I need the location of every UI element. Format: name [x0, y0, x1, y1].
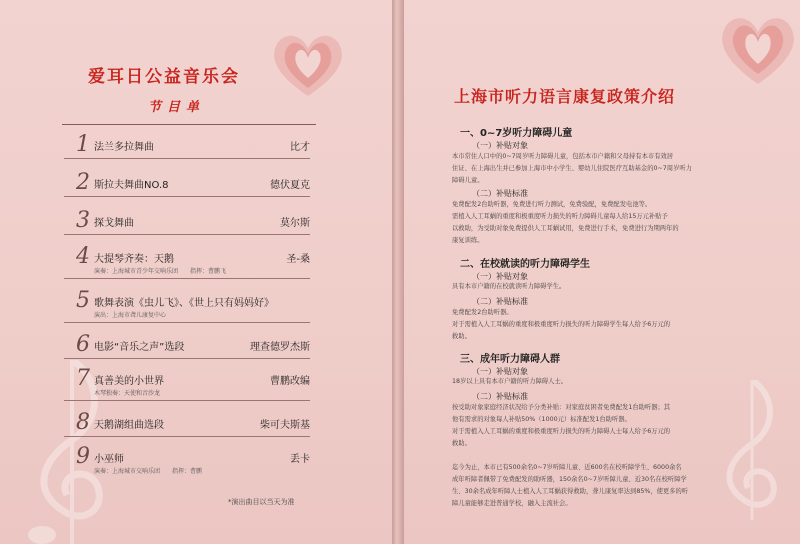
sub-heading: （二）补贴标准	[472, 297, 528, 306]
program-item	[76, 210, 310, 248]
program-number: 4	[76, 244, 90, 269]
paragraph	[452, 402, 778, 450]
divider	[64, 158, 310, 159]
paragraph	[452, 199, 778, 247]
text-line: 迄今为止，本市已有500余名0~7岁听障儿童、近600名在校听障学生、6000余名	[452, 464, 682, 471]
paragraph	[452, 151, 778, 187]
text-line: 救助。	[452, 333, 471, 340]
text-line: 对于需植入人工耳蜗的重度和极重度听力损失的听力障碍人士每人给予6万元的	[452, 428, 671, 435]
divider	[64, 234, 310, 235]
text-line: 生、30余名成年听障人士植入人工耳蜗获得救助，聋儿康复率达到85%，使更多的听	[452, 488, 689, 495]
paragraph	[452, 376, 778, 388]
text-line: 对于需植入人工耳蜗的重度和极重度听力损失的听力障碍学生每人给予6万元的	[452, 321, 671, 328]
program-item	[76, 290, 310, 328]
divider	[64, 400, 310, 401]
section-heading: 一、0~7岁听力障碍儿童	[460, 128, 573, 139]
text-line: 障碍儿童。	[452, 177, 484, 184]
program-item	[76, 412, 310, 450]
text-line: 住证、在上海出生并已参加上海市中小学生、婴幼儿住院医疗互助基金的0~7周岁听力	[452, 165, 692, 172]
paragraph	[452, 281, 778, 293]
program-number: 3	[76, 208, 90, 233]
sub-heading: （二）补贴标准	[472, 392, 528, 401]
text-line: 救助。	[452, 440, 471, 447]
program-title: 真善美的小世界	[94, 376, 164, 387]
program-number: 7	[76, 366, 90, 391]
heart-decoration-icon	[716, 10, 800, 88]
program-title: 电影“音乐之声”选段	[94, 342, 185, 353]
program-number: 2	[76, 170, 90, 195]
program-composer: 德伏夏克	[270, 180, 310, 191]
program-number: 6	[76, 332, 90, 357]
heart-decoration-icon	[268, 28, 348, 100]
text-line: 康复训练。	[452, 237, 484, 244]
sub-heading: （一）补贴对象	[472, 367, 528, 376]
divider	[64, 196, 310, 197]
text-line: 按受助对象家庭经济状况给予分类补贴：对家庭贫困者免费配发1台助听器；其	[452, 404, 671, 411]
program-composer: 圣-桑	[286, 254, 310, 265]
sub-heading: （一）补贴对象	[472, 272, 528, 281]
program-performer: 木琴独奏：天使和音沙龙	[94, 390, 161, 397]
program-number: 8	[76, 410, 90, 435]
policy-page	[404, 0, 800, 544]
text-line: 免费配发2台助听器。	[452, 309, 513, 316]
divider	[64, 278, 310, 279]
program-number: 1	[76, 132, 90, 157]
summary-paragraph	[452, 462, 778, 510]
program-performer: 演奏：上海城市青少年交响乐团 指挥：曹鹏飞	[94, 268, 227, 275]
text-line: 需植入人工耳蜗的重度和极重度听力损失的听力障碍儿童每人给15万元补贴予	[452, 213, 668, 220]
divider	[62, 124, 316, 125]
program-item	[76, 368, 310, 406]
program-performer: 演出：上海市聋儿康复中心	[94, 312, 167, 319]
divider	[64, 358, 310, 359]
program-composer: 曹鹏改编	[270, 376, 310, 387]
page-gutter	[392, 0, 404, 544]
program-number: 5	[76, 288, 90, 313]
divider	[64, 436, 310, 437]
text-line: 免费配发2台助听器，免费进行听力测试，免费验配，免费配发电池等。	[452, 201, 652, 208]
footnote: *演出曲目以当天为准	[228, 498, 295, 506]
policy-title: 上海市听力语言康复政策介绍	[454, 87, 676, 106]
section-heading: 三、成年听力障碍人群	[460, 354, 560, 365]
program-subtitle: 节目单	[148, 100, 206, 115]
divider	[64, 322, 310, 323]
text-line: 障儿童能够走进普通学校，融入主流社会。	[452, 500, 572, 507]
program-page	[0, 0, 392, 544]
program-title: 歌舞表演《虫儿飞》、《世上只有妈妈好》	[94, 298, 274, 309]
program-item	[76, 246, 310, 284]
program-title: 斯拉夫舞曲NO.8	[94, 180, 169, 191]
program-item	[76, 446, 310, 484]
program-title: 小巫师	[94, 454, 124, 465]
program-number: 9	[76, 444, 90, 469]
program-title: 大提琴齐奏：天鹅	[94, 254, 174, 265]
concert-title: 爱耳日公益音乐会	[88, 67, 240, 87]
program-composer: 比才	[290, 142, 310, 153]
program-title: 天鹅湖组曲选段	[94, 420, 164, 431]
program-title: 探戈舞曲	[94, 218, 134, 229]
text-line: 18岁以上具有本市户籍的听力障碍人士。	[452, 378, 568, 385]
program-item	[76, 134, 310, 172]
program-composer: 丢卡	[290, 454, 310, 465]
program-item	[76, 172, 310, 210]
sub-heading: （一）补贴对象	[472, 141, 528, 150]
text-line: 具有本市户籍的在校就读听力障碍学生。	[452, 283, 566, 290]
program-composer: 柴可夫斯基	[260, 420, 310, 431]
sub-heading: （二）补贴标准	[472, 189, 528, 198]
section-heading: 二、在校就读的听力障碍学生	[460, 259, 590, 270]
text-line: 成年听障者佩带了免费配发的助听器，150余名0~7岁听障儿童、近30名在校听障学	[452, 476, 687, 483]
text-line: 本市常住人口中的0~7周岁听力障碍儿童，包括本市户籍和父母持有本市有效居	[452, 153, 674, 160]
program-composer: 理查德罗杰斯	[250, 342, 310, 353]
program-performer: 演奏：上海城市交响乐团 指挥：曹鹏	[94, 468, 203, 475]
program-title: 法兰多拉舞曲	[94, 142, 154, 153]
program-item	[76, 334, 310, 372]
paragraph	[452, 307, 778, 343]
program-composer: 莫尔斯	[280, 218, 310, 229]
text-line: 以救助，为受助对象免费提供人工耳蜗试用，免费进行手术，免费进行为期两年的	[452, 225, 679, 232]
text-line: 他有需求的对象每人补贴50%（1000元）标准配发1台助听器。	[452, 416, 631, 423]
